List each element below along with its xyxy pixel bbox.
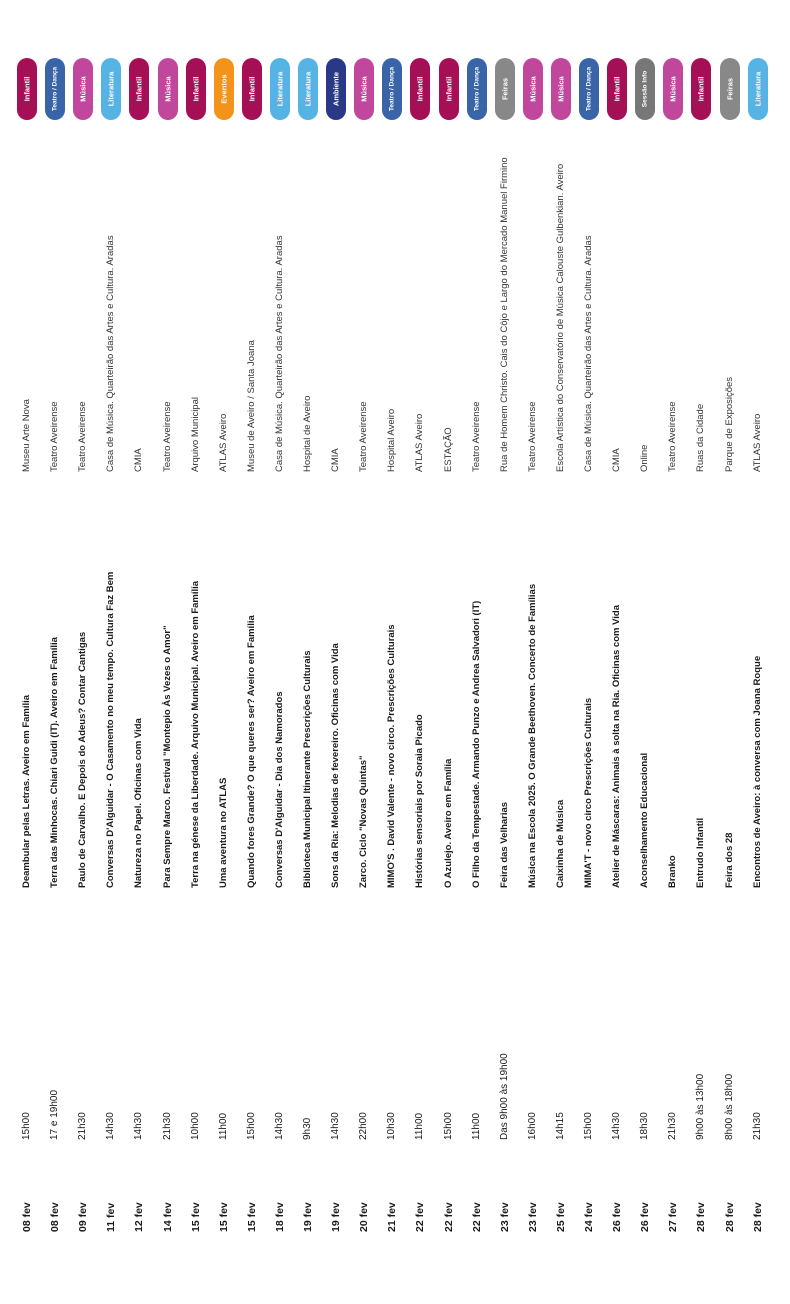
event-date: 28 fev: [723, 1202, 736, 1232]
event-time: 15h00: [442, 1112, 454, 1140]
event-date: 08 fev: [21, 1202, 33, 1232]
event-time: 18h30: [639, 1112, 651, 1140]
event-venue: Teatro Aveirense: [526, 401, 538, 472]
event-venue: Teatro Aveirense: [77, 401, 89, 472]
event-date: 15 fev: [245, 1202, 258, 1232]
event-time: 22h00: [358, 1112, 370, 1140]
event-time: 11h00: [470, 1112, 482, 1140]
event-venue: Casa de Música. Quarteirão das Artes e Cultura. Aradas: [583, 235, 594, 472]
event-time: 14h30: [105, 1112, 117, 1140]
category-label: Infantil: [191, 76, 201, 102]
category-label: Feiras: [500, 77, 510, 101]
event-row: [323, 0, 349, 1304]
event-time: 10h30: [386, 1112, 398, 1140]
event-title: Música na Escola 2025. O Grande Beethoven. Concerto de Famílias: [526, 583, 538, 888]
event-date: 22 fev: [414, 1202, 427, 1232]
event-title: Aconselhamento Educacional: [639, 752, 651, 888]
category-badge: [186, 58, 206, 120]
event-title: Sons da Ria: Melodias de fevereiro. Oficinas com Vida: [330, 643, 342, 888]
event-date: 26 fev: [639, 1202, 652, 1232]
event-venue: Teatro Aveirense: [49, 401, 61, 472]
event-venue: Casa de Música. Quarteirão das Artes e Cultura. Aradas: [105, 235, 117, 472]
category-badge: [45, 58, 65, 120]
event-venue: CMIA: [133, 448, 145, 472]
event-date: 27 fev: [667, 1202, 680, 1232]
event-date: 26 fev: [611, 1202, 624, 1232]
category-badge: [607, 58, 627, 120]
category-label: Música: [78, 76, 88, 102]
event-title: Terra das Minhocas. Chiari Guidi (IT). Aveiro em Família: [49, 637, 61, 888]
event-row: [379, 0, 405, 1304]
event-date: 23 fev: [526, 1202, 539, 1232]
event-title: Feira dos 28: [723, 832, 735, 888]
category-label: Infantil: [696, 76, 706, 102]
event-venue: Rua de Homem Christo. Cais do Côjo e Largo do Mercado Manuel Firmino: [498, 157, 510, 472]
event-time: 21h30: [667, 1112, 679, 1140]
category-badge: [158, 58, 178, 120]
category-badge: [354, 58, 374, 120]
event-row: [14, 0, 40, 1304]
event-venue: Museu Arte Nova: [21, 399, 32, 472]
event-row: [42, 0, 68, 1304]
event-date: 18 fev: [273, 1202, 286, 1232]
event-row: [155, 0, 181, 1304]
event-title: Terra na génese da Liberdade. Arquivo Municipal. Aveiro em Família: [189, 580, 201, 888]
event-title: Branko: [667, 855, 679, 888]
event-venue: Teatro Aveirense: [358, 401, 370, 472]
event-date: 11 fev: [105, 1202, 118, 1232]
category-label: Sessão Info: [641, 70, 649, 108]
category-label: Infantil: [415, 76, 425, 102]
category-label: Literatura: [303, 71, 313, 107]
category-badge: [551, 58, 571, 120]
category-label: Música: [528, 76, 538, 102]
category-badge: [523, 58, 543, 120]
event-date: 12 fev: [133, 1202, 146, 1232]
event-date: 25 fev: [554, 1202, 567, 1232]
event-venue: Teatro Aveirense: [161, 401, 173, 472]
event-time: 10h00: [189, 1112, 201, 1140]
event-title: Conversas D'Alguidar - O Casamento no meu tempo. Cultura Faz Bem: [105, 571, 117, 888]
event-title: Natureza no Papel. Oficinas com Vida: [133, 718, 145, 888]
event-row: [745, 0, 771, 1304]
event-title: Entrudo Infantil: [695, 817, 707, 888]
event-row: [576, 0, 602, 1304]
event-date: 15 fev: [217, 1202, 230, 1232]
event-venue: Online: [639, 444, 651, 472]
category-badge: [439, 58, 459, 120]
event-time: 17 e 19h00: [49, 1089, 61, 1140]
event-title: MIMO'S . David Valente - novo circo. Prescrições Culturais: [386, 624, 398, 888]
category-label: Eventos: [219, 74, 229, 104]
event-date: 20 fev: [358, 1202, 371, 1232]
event-row: [98, 0, 124, 1304]
category-badge: [495, 58, 515, 120]
event-time: 8h00 às 18h00: [723, 1073, 735, 1140]
event-row: [520, 0, 546, 1304]
category-label: Música: [359, 76, 369, 102]
event-title: MIMA'T - novo circo Prescrições Culturais: [583, 697, 594, 888]
event-venue: Hospital de Aveiro: [302, 395, 313, 472]
event-date: 19 fev: [302, 1202, 314, 1232]
event-venue: ATLAS Aveiro: [751, 413, 763, 472]
event-time: 15h00: [21, 1112, 32, 1140]
event-time: 14h30: [273, 1112, 285, 1140]
event-row: [464, 0, 490, 1304]
event-title: Conversas D'Alguidar - Dia dos Namorados: [273, 691, 285, 888]
event-time: 21h30: [161, 1112, 173, 1140]
event-title: Histórias sensoriais por Soraia Picado: [414, 714, 426, 888]
event-row: [407, 0, 433, 1304]
event-time: 14h30: [133, 1112, 145, 1140]
event-date: 15 fev: [189, 1202, 202, 1232]
event-venue: Escola Artística do Conservatório de Música Calouste Gulbenkian. Aveiro: [554, 163, 566, 472]
event-title: Uma aventura no ATLAS: [217, 777, 229, 888]
event-venue: Arquivo Municipal: [189, 397, 201, 472]
category-badge: [410, 58, 430, 120]
event-time: 16h00: [526, 1112, 538, 1140]
event-title: Deambular pelas Letras. Aveiro em Família: [21, 694, 32, 888]
event-title: Paulo de Carvalho. E Depois do Adeus? Contar Cantigas: [77, 631, 89, 888]
category-badge: [17, 58, 37, 120]
event-venue: ATLAS Aveiro: [217, 413, 229, 472]
event-venue: Museu de Aveiro / Santa Joana: [245, 340, 257, 472]
event-venue: CMIA: [611, 448, 623, 472]
category-badge: [242, 58, 262, 120]
event-date: 21 fev: [386, 1202, 399, 1232]
event-time: 15h00: [583, 1112, 594, 1140]
category-badge: [663, 58, 683, 120]
category-badge: [720, 58, 740, 120]
event-venue: ESTAÇÃO: [442, 427, 454, 472]
category-badge: [691, 58, 711, 120]
event-title: Quando fores Grande? O que queres ser? Aveiro em Família: [245, 615, 257, 888]
event-row: [211, 0, 237, 1304]
category-label: Infantil: [247, 76, 257, 102]
event-date: 22 fev: [442, 1202, 455, 1232]
category-badge: [270, 58, 290, 120]
event-row: [351, 0, 377, 1304]
event-date: 08 fev: [49, 1202, 62, 1232]
event-time: 9h00 às 13h00: [695, 1073, 707, 1140]
event-venue: CMIA: [330, 448, 342, 472]
category-badge: [326, 58, 346, 120]
event-time: 11h00: [414, 1112, 426, 1140]
event-time: 14h30: [330, 1112, 342, 1140]
event-venue: Casa de Música. Quarteirão das Artes e Cultura. Aradas: [273, 235, 285, 472]
event-time: 21h30: [77, 1112, 89, 1140]
event-row: [70, 0, 96, 1304]
event-row: [548, 0, 574, 1304]
category-badge: [298, 58, 318, 120]
event-time: 15h00: [245, 1112, 257, 1140]
event-row: [295, 0, 321, 1304]
event-title: O Azulejo. Aveiro em Família: [442, 758, 454, 888]
event-row: [717, 0, 743, 1304]
event-title: Para Sempre Marco. Festival "Montepio Às Vezes o Amor": [161, 625, 173, 888]
event-row: [632, 0, 658, 1304]
category-badge: [467, 58, 487, 120]
category-label: Literatura: [753, 71, 763, 107]
event-time: 14h15: [554, 1112, 566, 1140]
event-venue: Hospital Aveiro: [386, 408, 398, 472]
category-badge: [635, 58, 655, 120]
event-date: 22 fev: [470, 1202, 483, 1232]
event-time: 11h00: [217, 1112, 229, 1140]
event-title: Feira das Velharias: [498, 801, 510, 888]
category-badge: [129, 58, 149, 120]
category-label: Infantil: [22, 76, 32, 102]
category-label: Música: [556, 76, 566, 102]
category-label: Feiras: [725, 77, 734, 101]
event-time: Das 9h00 às 19h00: [498, 1053, 510, 1140]
event-row: [604, 0, 630, 1304]
category-label: Música: [163, 76, 172, 102]
event-venue: Parque de Exposições: [723, 376, 735, 472]
category-label: Literatura: [275, 71, 285, 107]
event-venue: Teatro Aveirense: [667, 401, 679, 472]
category-badge: [382, 58, 402, 120]
event-row: [239, 0, 265, 1304]
category-label: Infantil: [444, 76, 453, 102]
category-label: Infantil: [612, 76, 622, 102]
event-venue: Ruas da Cidade: [695, 403, 707, 472]
category-badge: [73, 58, 93, 120]
category-label: Ambiente: [331, 71, 341, 107]
event-time: 21h30: [751, 1112, 763, 1140]
category-label: Infantil: [134, 76, 144, 102]
category-label: Música: [668, 76, 678, 102]
category-badge: [579, 58, 599, 120]
event-title: Atelier de Máscaras: Animais à solta na Ria. Oficinas com Vida: [611, 604, 623, 888]
event-date: 09 fev: [77, 1202, 90, 1232]
event-date: 14 fev: [161, 1202, 174, 1232]
category-badge: [748, 58, 768, 120]
event-title: Caixinha de Música: [554, 799, 566, 888]
event-venue: Teatro Aveirense: [470, 401, 482, 472]
category-label: Teatro / Dança: [51, 66, 59, 112]
event-title: Zarco. Ciclo "Novas Quintas": [358, 755, 370, 888]
category-label: Teatro / Dança: [473, 66, 481, 112]
event-time: 9h30: [302, 1117, 313, 1140]
event-date: 19 fev: [330, 1202, 343, 1232]
event-row: [183, 0, 209, 1304]
category-badge: [214, 58, 234, 120]
event-row: [688, 0, 714, 1304]
event-row: [126, 0, 152, 1304]
event-row: [492, 0, 518, 1304]
event-title: Biblioteca Municipal Itinerante Prescrições Culturais: [302, 650, 313, 888]
category-label: Teatro / Dança: [388, 66, 396, 112]
category-label: Literatura: [106, 71, 116, 107]
category-badge: [101, 58, 121, 120]
event-venue: ATLAS Aveiro: [414, 413, 426, 472]
event-date: 28 fev: [695, 1202, 708, 1232]
event-row: [267, 0, 293, 1304]
event-title: Encontros de Aveiro: à conversa com Joana Roque: [751, 655, 763, 888]
event-time: 14h30: [611, 1112, 623, 1140]
category-label: Teatro / Dança: [585, 66, 593, 112]
event-row: [660, 0, 686, 1304]
event-title: O Filho da Tempestade. Armando Punzo e Andrea Salvadori (IT): [470, 600, 482, 888]
event-date: 28 fev: [751, 1202, 764, 1232]
event-date: 23 fev: [498, 1202, 511, 1232]
event-row: [436, 0, 462, 1304]
event-date: 24 fev: [583, 1202, 595, 1232]
